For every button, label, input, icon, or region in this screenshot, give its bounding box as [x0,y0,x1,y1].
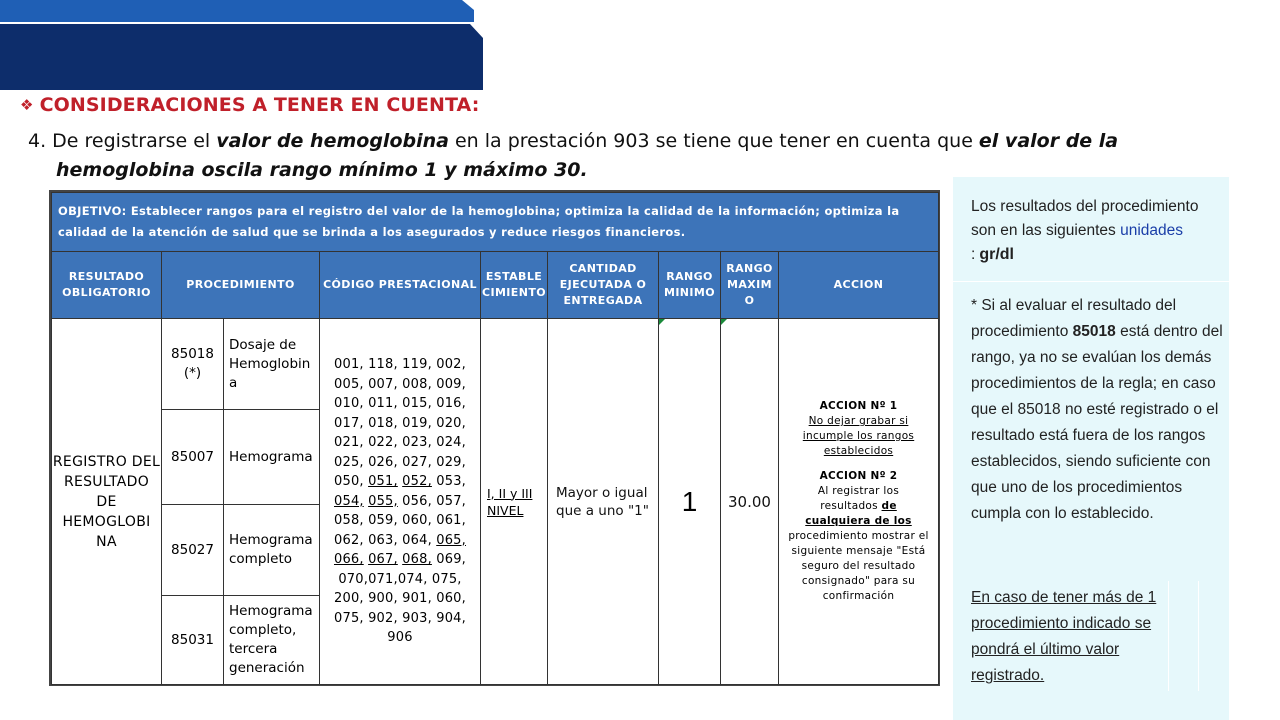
cantidad-cell: Mayor o igual que a uno "1" [548,319,659,685]
accion-1-line: incumple los rangos [802,430,915,442]
corner-marker-icon [721,319,727,325]
accion-2-line: cualquiera de los [805,515,912,527]
point-text-2: valor de hemoglobina [216,130,449,152]
code-line: 010, 011, 015, 016, [334,396,466,412]
code-line: 058, 059, 060, 061, [334,513,466,529]
procedure-name: Hemograma [224,410,320,505]
rango-minimo-cell [659,319,721,685]
header-establecimiento: ESTABLE CIMIENTO [481,252,548,319]
section-title-text: CONSIDERACIONES A TENER EN CUENTA: [39,94,480,116]
code-seg: 054, [334,493,364,509]
evaluation-note-a: * Si al evaluar el resultado del procedimiento [971,297,1177,340]
units-note [971,195,1221,267]
code-line [320,472,480,492]
accion-2-line: siguiente mensaje "Está [791,545,926,557]
accion-1-line: No dejar grabar si [808,415,909,427]
header-banner-shape [0,0,483,90]
units-colon: : [971,246,976,263]
accion-2-line: consignado" para su [801,575,916,587]
header-resultado: RESULTADO OBLIGATORIO [52,252,162,319]
objective-row: OBJETIVO: Establecer rangos para el registro del valor de la hemoglobina; optimiza la calidad de la información; optimiza la calidad de la atención de salud que se brinda a los asegurados y reduce riesgos financieros. [52,193,939,252]
code-line: 075, 902, 903, 904, [334,610,466,626]
point-text-4: el valor de la [978,130,1119,152]
codigo-prestacional-cell [320,319,481,685]
header-banner [0,0,483,90]
accion-2-title: ACCION Nº 2 [819,470,898,482]
procedure-code: 85027 [162,505,224,596]
header-rango-maximo: RANGO MAXIM O [721,252,779,319]
code-line: 005, 007, 008, 009, [334,376,466,392]
divider [1198,581,1199,691]
accion-1-title: ACCION Nº 1 [819,400,898,412]
point-text-5: hemoglobina oscila rango mínimo 1 y máximo 30. [56,159,588,181]
accion-2-line: seguro del resultado [801,560,916,572]
code-line: 070,071,074, 075, [338,571,462,587]
code-line: 021, 022, 023, 024, [334,435,466,451]
code-line: 025, 026, 027, 029, [334,454,466,470]
point-text-3: en la prestación 903 se tiene que tener en cuenta que [448,130,979,152]
code-line: 001, 118, 119, 002, [334,357,466,373]
code-line: 906 [387,630,413,646]
evaluation-note [971,293,1229,527]
evaluation-note-code: 85018 [1072,323,1116,340]
last-value-note: En caso de tener más de 1 procedimiento indicado se pondrá el último valor registrado. [971,589,1157,684]
rango-maximo-value: 30.00 [728,492,771,511]
units-intro: Los resultados del procedimiento son en las siguientes [971,198,1199,239]
section-heading [20,92,479,118]
code-line [320,492,480,512]
header-accion: ACCION [779,252,939,319]
hemoglobin-rule-table [49,190,940,686]
evaluation-note-b: está dentro del rango, ya no se evalúan los demás procedimientos de la regla; en caso que el 85018 no esté registrado o el resultado está fuera de los rangos establecidos, siendo suficiente con que uno de los procedimientos cumpla con lo establecido. [971,323,1223,522]
corner-marker-icon [659,319,665,325]
code-seg: 069, [431,552,466,568]
accion-2-line: Al registrar los [817,485,900,497]
accion-2-line: confirmación [822,590,895,602]
code-seg: 065, [436,532,466,548]
accion-2-line: resultados [820,500,878,512]
header-procedimiento: PROCEDIMIENTO [162,252,320,319]
header-codigo: CÓDIGO PRESTACIONAL [320,252,481,319]
code-line: 017, 018, 019, 020, [334,415,466,431]
code-seg: 052, [402,474,432,490]
accion-2-line: de [881,500,897,512]
code-seg: 053, [431,474,466,490]
resultado-cell: REGISTRO DEL RESULTADO DE HEMOGLOBI NA [52,319,162,685]
procedure-code: 85007 [162,410,224,505]
code-seg: 050, [334,474,369,490]
procedure-name: Hemograma completo, tercera generación [224,596,320,685]
diamond-bullet-icon: ❖ [20,96,34,114]
rango-maximo-cell [721,319,779,685]
rango-minimo-value: 1 [681,485,698,517]
accion-cell [779,319,939,685]
code-line: 200, 900, 901, 060, [334,591,466,607]
code-seg: 051, [368,474,398,490]
procedure-code: 85018 (*) [162,319,224,410]
header-rango-minimo: RANGO MINIMO [659,252,721,319]
procedure-code: 85031 [162,596,224,685]
code-line [320,531,480,551]
units-value: gr/dl [979,246,1014,263]
header-cantidad: CANTIDAD EJECUTADA O ENTREGADA [548,252,659,319]
establecimiento-cell [481,319,548,685]
code-seg: 066, [333,552,364,568]
accion-2-line: procedimiento mostrar el [788,530,929,542]
code-seg: 067, [368,552,398,568]
units-word: unidades [1120,222,1183,239]
point-text-1: 4. De registrarse el [28,130,217,152]
accion-1-line: establecidos [823,445,894,457]
procedure-name: Dosaje de Hemoglobin a [224,319,320,410]
side-notes-panel [953,177,1229,720]
code-line [320,550,480,570]
code-seg: 055, [368,493,398,509]
procedure-name: Hemograma completo [224,505,320,596]
code-seg: 062, 063, 064, [334,532,437,548]
establecimiento-text: I, II y III NIVEL [487,485,533,518]
code-seg: 056, 057, [397,493,466,509]
code-seg: 068, [402,552,432,568]
